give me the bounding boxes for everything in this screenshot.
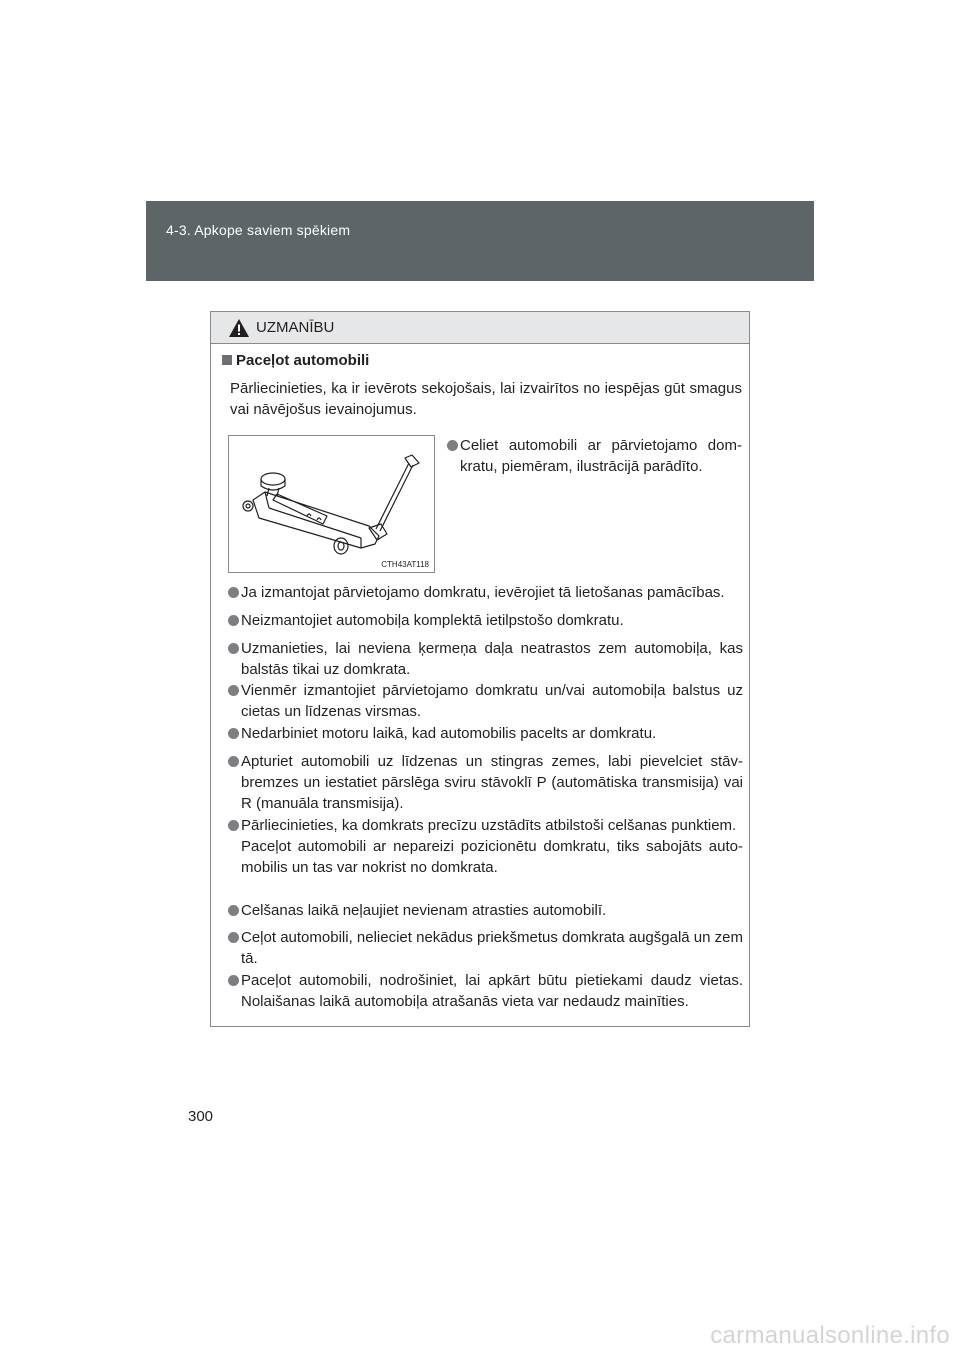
bullet-item: Ceļot automobili, nelieciet nekādus priekšmetus domkrata augšgalā un zem tā. — [228, 927, 743, 969]
floor-jack-illustration — [228, 435, 435, 573]
bullet-item: Pārliecinieties, ka domkrats precīzu uzstādīts atbilstoši celšanas punktiem. Paceļot automobili ar nepareizi pozicionētu domkratu, tiks sabojāts automobilis un tas var nokrist no domkrata. — [228, 815, 743, 878]
bullet-dot-icon — [228, 728, 239, 739]
bullet-item: Apturiet automobili uz līdzenas un stingras zemes, labi pievelciet stāvbremzes un iestatiet pārslēga sviru stāvoklī P (automātiska transmisija) vai R (manuāla transmisija). — [228, 751, 743, 814]
bullet-dot-icon — [228, 975, 239, 986]
bullet-item: Nedarbiniet motoru laikā, kad automobilis pacelts ar domkratu. — [228, 723, 743, 744]
bullet-item: Celiet automobili ar pārvietojamo domkratu, piemēram, ilustrācijā parādīto. — [447, 435, 742, 477]
bullet-dot-icon — [228, 615, 239, 626]
bullet-dot-icon — [228, 756, 239, 767]
subsection-heading — [222, 352, 369, 369]
floor-jack-drawing — [229, 436, 434, 572]
section-header-band — [146, 201, 814, 281]
bullet-item: Paceļot automobili, nodrošiniet, lai apkārt būtu pietiekami daudz vietas. Nolaišanas laikā automobiļa atrašanās vieta var nedaudz mainīties. — [228, 970, 743, 1012]
bullet-item: Ja izmantojat pārvietojamo domkratu, ievērojiet tā lietošanas pamācības. — [228, 582, 743, 603]
section-title: 4-3. Apkope saviem spēkiem — [166, 222, 351, 238]
bullet-dot-icon — [228, 820, 239, 831]
bullet-item: Celšanas laikā neļaujiet nevienam atrasties automobilī. — [228, 900, 743, 921]
bullet-dot-icon — [228, 905, 239, 916]
bullet-dot-icon — [228, 587, 239, 598]
bullet-dot-icon — [447, 440, 458, 451]
warning-triangle-icon — [228, 318, 250, 338]
watermark: carmanualsonline.info — [710, 1322, 950, 1349]
caution-title: UZMANĪBU — [256, 319, 335, 336]
intro-paragraph: Pārliecinieties, ka ir ievērots sekojošais, lai izvairītos no iespējas gūt smagus vai nāvējošus ievainojumus. — [230, 380, 742, 418]
bullet-item: Vienmēr izmantojiet pārvietojamo domkratu un/vai automobiļa balstus uz cietas un līdzenas virsmas. — [228, 680, 743, 722]
bullet-dot-icon — [228, 932, 239, 943]
bullet-dot-icon — [228, 643, 239, 654]
bullet-dot-icon — [228, 685, 239, 696]
page-number: 300 — [188, 1108, 214, 1125]
caution-header — [211, 312, 749, 344]
figure-code: CTH43AT118 — [381, 560, 429, 569]
bullet-continuation: Paceļot automobili ar nepareizi pozicionētu domkratu, tiks sabojāts automobilis un tas var nokrist no domkrata. — [241, 838, 743, 876]
bullet-item: Neizmantojiet automobiļa komplektā ietilpstošo domkratu. — [228, 610, 743, 631]
caution-box — [210, 311, 750, 1027]
bullet-item: Uzmanieties, lai neviena ķermeņa daļa neatrastos zem automobiļa, kas balstās tikai uz domkrata. — [228, 638, 743, 680]
square-bullet-icon — [222, 355, 232, 365]
subsection-title: Paceļot automobili — [236, 352, 370, 369]
